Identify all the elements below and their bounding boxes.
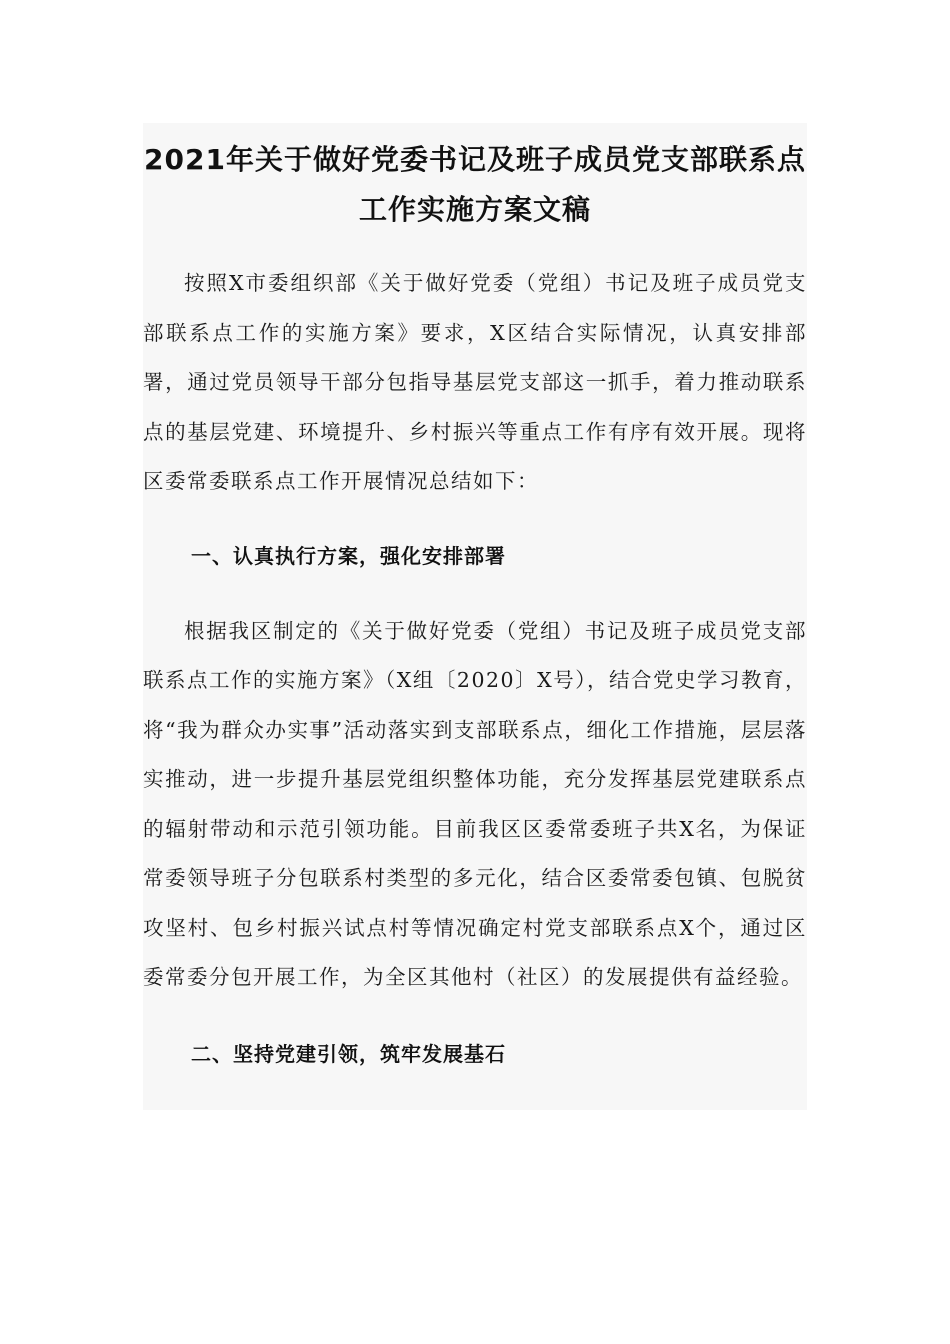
document-content: [143, 123, 807, 1110]
section-heading-1: 一、认真执行方案，强化安排部署: [191, 543, 506, 568]
section-heading-2: 二、坚持党建引领，筑牢发展基石: [191, 1041, 506, 1066]
document-title: [143, 123, 807, 235]
title-line-2: 工作实施方案文稿: [358, 193, 591, 226]
title-line-1: 2021年关于做好党委书记及班子成员党支部联系点: [144, 143, 806, 176]
paragraph-section-1: 根据我区制定的《关于做好党委（党组）书记及班子成员党支部联系点工作的实施方案》（X组〔2020〕X号），结合党史学习教育，将“我为群众办实事”活动落实到支部联系点，细化工作措施，层层落实推动，进一步提升基层党组织整体功能，充分发挥基层党建联系点的辐射带动和示范引领功能。目前我区区委常委班子共X名，为保证常委领导班子分包联系村类型的多元化，结合区委常委包镇、包脱贫攻坚村、包乡村振兴试点村等情况确定村党支部联系点X个，通过区委常委分包开展工作，为全区其他村（社区）的发展提供有益经验。: [143, 618, 807, 989]
paragraph-intro: 按照X市委组织部《关于做好党委（党组）书记及班子成员党支部联系点工作的实施方案》要求，X区结合实际情况，认真安排部署，通过党员领导干部分包指导基层党支部这一抓手，着力推动联系点的基层党建、环境提升、乡村振兴等重点工作有序有效开展。现将区委常委联系点工作开展情况总结如下：: [143, 271, 807, 493]
